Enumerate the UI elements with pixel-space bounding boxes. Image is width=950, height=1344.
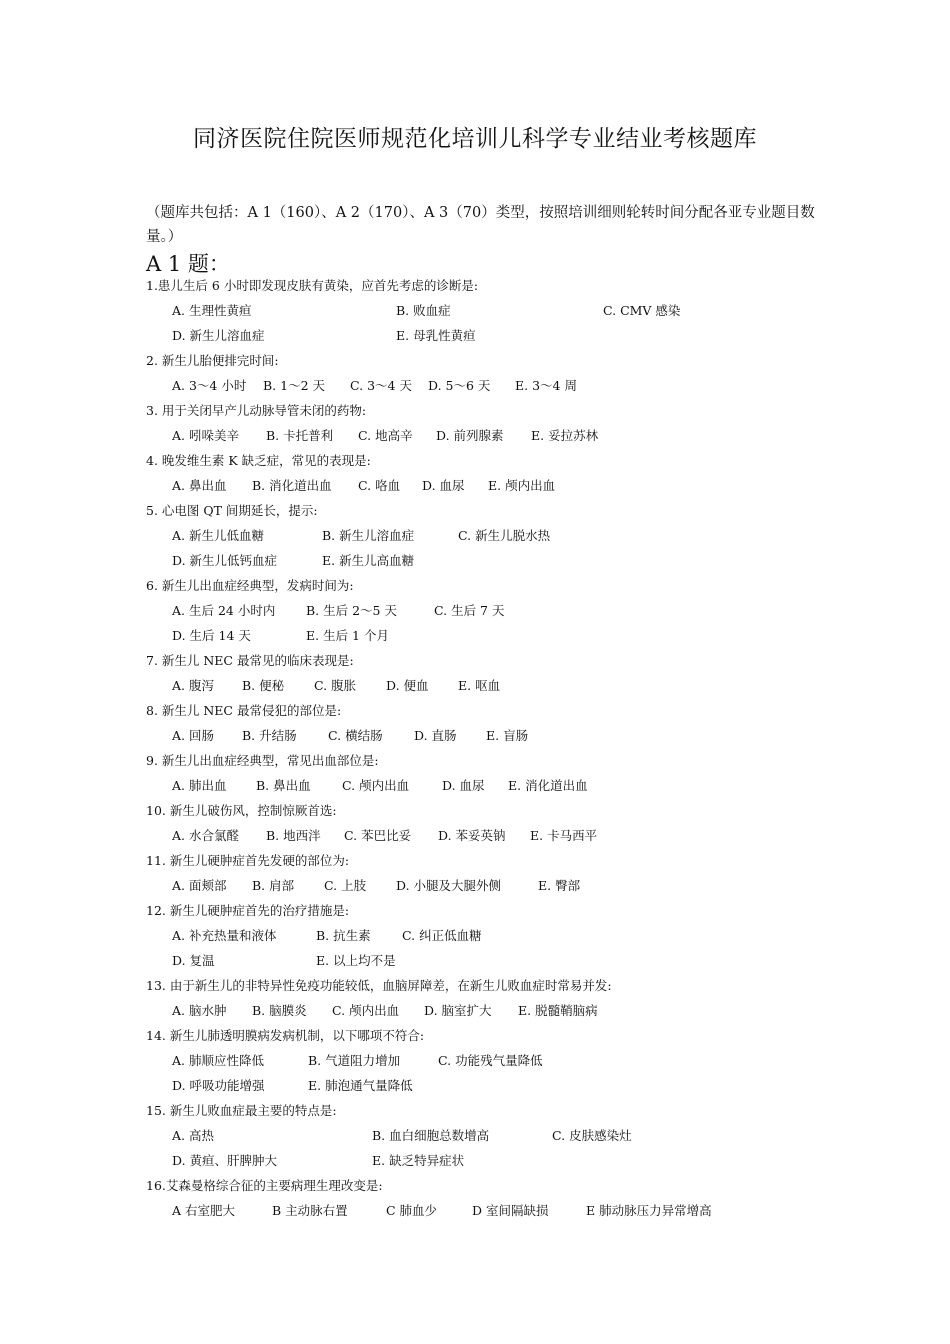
question-item	[146, 751, 846, 801]
option: C. 颅内出血	[342, 778, 410, 793]
option: B. 败血症	[396, 303, 451, 318]
question-stem: 2. 新生儿胎便排完时间:	[146, 353, 279, 368]
option: A. 腹泻	[172, 678, 214, 693]
option: E. 生后 1 个月	[306, 628, 389, 643]
option: C. 上肢	[324, 878, 367, 893]
question-stem: 3. 用于关闭早产儿动脉导管未闭的药物:	[146, 403, 367, 418]
question-item	[146, 351, 846, 401]
option: C. 新生儿脱水热	[458, 528, 551, 543]
option: C. 腹胀	[314, 678, 357, 693]
question-item	[146, 276, 846, 351]
option: D. 5～6 天	[428, 378, 491, 393]
question-item	[146, 701, 846, 751]
option: A. 肺顺应性降低	[172, 1053, 264, 1068]
question-item	[146, 1101, 846, 1176]
option: E. 3～4 周	[515, 378, 577, 393]
option: A. 补充热量和液体	[172, 928, 277, 943]
option: C. 功能残气量降低	[438, 1053, 543, 1068]
option: E. 以上均不是	[316, 953, 396, 968]
question-stem: 4. 晚发维生素 K 缺乏症，常见的表现是:	[146, 453, 371, 468]
option: B. 便秘	[242, 678, 285, 693]
option: A. 鼻出血	[172, 478, 227, 493]
intro-note: （题库共包括：A 1（160）、A 2（170）、A 3（70）类型，按照培训细则轮转时间分配各亚专业题目数量。）	[146, 205, 815, 245]
option: A. 水合氯醛	[172, 828, 239, 843]
option-row	[146, 626, 846, 651]
option: D. 新生儿低钙血症	[172, 553, 278, 568]
option: B. 抗生素	[316, 928, 371, 943]
option: A. 吲哚美辛	[172, 428, 239, 443]
option: A. 面颊部	[172, 878, 227, 893]
option: E. 母乳性黄疸	[396, 328, 476, 343]
option-row	[146, 1151, 846, 1176]
option: D 室间隔缺损	[472, 1203, 549, 1218]
option: A 右室肥大	[172, 1203, 236, 1218]
option: D. 脑室扩大	[424, 1003, 492, 1018]
option: A. 肺出血	[172, 778, 227, 793]
question-item	[146, 651, 846, 701]
option-row	[146, 826, 846, 851]
option-row	[146, 1126, 846, 1151]
option: D. 直肠	[414, 728, 457, 743]
option: C. 3～4 天	[350, 378, 412, 393]
question-item	[146, 401, 846, 451]
option: C. 颅内出血	[332, 1003, 400, 1018]
option: C. 皮肤感染灶	[552, 1128, 632, 1143]
question-list	[146, 276, 846, 1226]
question-stem: 11. 新生儿硬肿症首先发硬的部位为:	[146, 853, 350, 868]
option: D. 血尿	[442, 778, 485, 793]
option: D. 前列腺素	[436, 428, 504, 443]
option: B. 升结肠	[242, 728, 297, 743]
option-row	[146, 526, 846, 551]
question-item	[146, 1026, 846, 1101]
option: E. 颅内出血	[488, 478, 556, 493]
option: E. 肺泡通气量降低	[308, 1078, 413, 1093]
option: C. 横结肠	[328, 728, 383, 743]
question-stem: 16.艾森曼格综合征的主要病理生理改变是:	[146, 1178, 383, 1193]
option: C. 地高辛	[358, 428, 413, 443]
option-row	[146, 1051, 846, 1076]
option-row	[146, 301, 846, 326]
question-item	[146, 901, 846, 976]
option: C. 苯巴比妥	[344, 828, 412, 843]
option: C. 咯血	[358, 478, 401, 493]
question-item	[146, 576, 846, 651]
question-item	[146, 1176, 846, 1226]
question-item	[146, 976, 846, 1026]
option: A. 脑水肿	[172, 1003, 227, 1018]
question-stem: 9. 新生儿出血症经典型，常见出血部位是:	[146, 753, 379, 768]
option: E. 消化道出血	[508, 778, 588, 793]
option: B. 鼻出血	[256, 778, 311, 793]
option: A. 生后 24 小时内	[172, 603, 276, 618]
section-heading: A 1 题：	[146, 252, 230, 276]
option-row	[146, 426, 846, 451]
option: E. 妥拉苏林	[531, 428, 599, 443]
option: D. 黄疸、肝脾肿大	[172, 1153, 278, 1168]
option: B 主动脉右置	[272, 1203, 348, 1218]
question-stem: 10. 新生儿破伤风，控制惊厥首选:	[146, 803, 337, 818]
option: D. 复温	[172, 953, 215, 968]
option-row	[146, 776, 846, 801]
option: D. 新生儿溶血症	[172, 328, 265, 343]
option: A. 3～4 小时	[172, 378, 247, 393]
option: A. 生理性黄疸	[172, 303, 252, 318]
page-title: 同济医院住院医师规范化培训儿科学专业结业考核题库	[193, 126, 757, 152]
option: C. CMV 感染	[603, 303, 681, 318]
option: B. 1～2 天	[263, 378, 326, 393]
option: B. 卡托普利	[266, 428, 334, 443]
option-row	[146, 726, 846, 751]
question-stem: 15. 新生儿败血症最主要的特点是:	[146, 1103, 337, 1118]
option: D. 生后 14 天	[172, 628, 251, 643]
option: B. 消化道出血	[252, 478, 332, 493]
option-row	[146, 551, 846, 576]
option: B. 血白细胞总数增高	[372, 1128, 490, 1143]
option: B. 新生儿溶血症	[322, 528, 415, 543]
option-row	[146, 1076, 846, 1101]
question-stem: 1.患儿生后 6 小时即发现皮肤有黄染，应首先考虑的诊断是:	[146, 278, 479, 293]
question-stem: 8. 新生儿 NEC 最常侵犯的部位是:	[146, 703, 342, 718]
question-stem: 5. 心电图 QT 间期延长，提示:	[146, 503, 318, 518]
question-stem: 14. 新生儿肺透明膜病发病机制，以下哪项不符合:	[146, 1028, 425, 1043]
option: E. 卡马西平	[530, 828, 598, 843]
question-stem: 6. 新生儿出血症经典型，发病时间为:	[146, 578, 354, 593]
question-stem: 13. 由于新生儿的非特异性免疫功能较低，血脑屏障差，在新生儿败血症时常易并发:	[146, 978, 612, 993]
option: C. 生后 7 天	[434, 603, 505, 618]
option: D. 血尿	[422, 478, 465, 493]
option-row	[146, 1201, 846, 1226]
option: B. 生后 2～5 天	[306, 603, 397, 618]
option: D. 便血	[386, 678, 429, 693]
option: E. 盲肠	[486, 728, 529, 743]
option-row	[146, 876, 846, 901]
option: B. 气道阻力增加	[308, 1053, 401, 1068]
option-row	[146, 1001, 846, 1026]
option: E. 呕血	[458, 678, 501, 693]
option: E. 缺乏特异症状	[372, 1153, 465, 1168]
option: C. 纠正低血糖	[402, 928, 482, 943]
option: A. 回肠	[172, 728, 214, 743]
question-stem: 12. 新生儿硬肿症首先的治疗措施是:	[146, 903, 350, 918]
option: B. 地西泮	[266, 828, 321, 843]
question-item	[146, 501, 846, 576]
option-row	[146, 376, 846, 401]
option-row	[146, 326, 846, 351]
option-row	[146, 676, 846, 701]
option: B. 肩部	[252, 878, 295, 893]
question-item	[146, 451, 846, 501]
option: E. 脱髓鞘脑病	[518, 1003, 598, 1018]
option: B. 脑膜炎	[252, 1003, 307, 1018]
option: D. 苯妥英钠	[438, 828, 506, 843]
option: C 肺血少	[386, 1203, 438, 1218]
option: A. 新生儿低血糖	[172, 528, 264, 543]
question-item	[146, 851, 846, 901]
option: E. 臀部	[538, 878, 581, 893]
option-row	[146, 951, 846, 976]
option-row	[146, 926, 846, 951]
option: D. 小腿及大腿外侧	[396, 878, 502, 893]
question-item	[146, 801, 846, 851]
question-stem: 7. 新生儿 NEC 最常见的临床表现是:	[146, 653, 354, 668]
option: E 肺动脉压力异常增高	[586, 1203, 712, 1218]
option-row	[146, 476, 846, 501]
option: D. 呼吸功能增强	[172, 1078, 265, 1093]
option: A. 高热	[172, 1128, 214, 1143]
option-row	[146, 601, 846, 626]
option: E. 新生儿高血糖	[322, 553, 415, 568]
